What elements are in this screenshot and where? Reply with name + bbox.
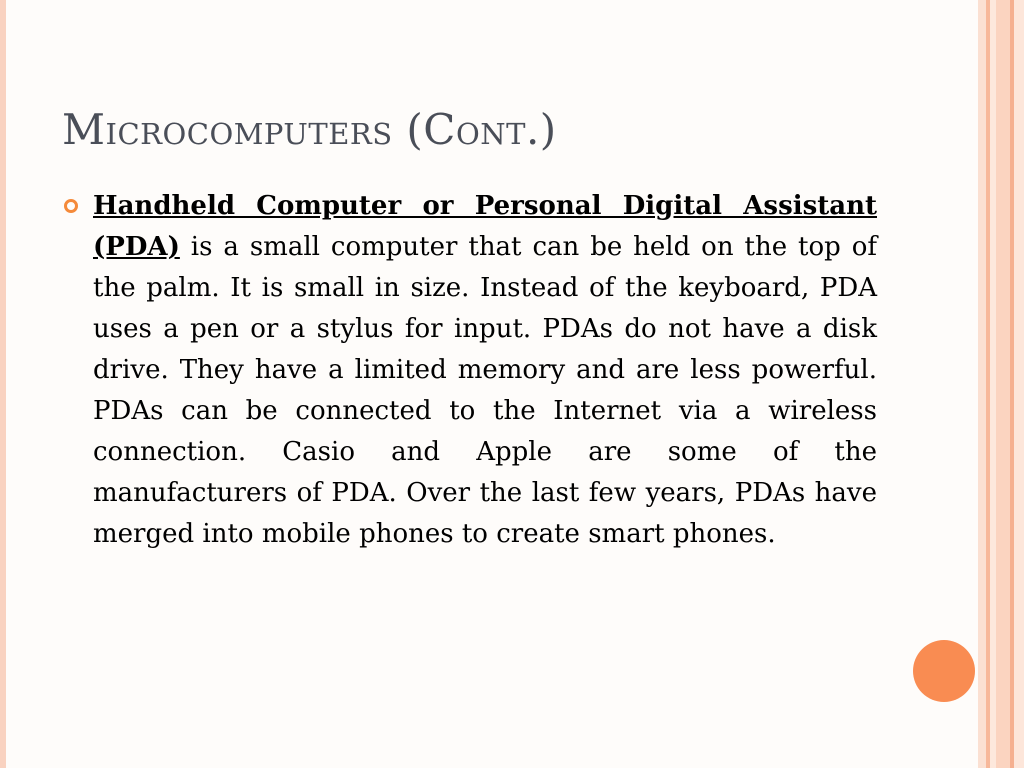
right-stripe-decoration: [1014, 0, 1024, 768]
right-stripe-decoration: [996, 0, 1010, 768]
bullet-term: Handheld Computer or Personal Digital Assistant (PDA): [93, 191, 877, 262]
orange-circle-decoration: [913, 640, 975, 702]
bullet-circle-icon: [64, 199, 78, 213]
bullet-text: is a small computer that can be held on the top of the palm. It is small in size. Instead of the keyboard, PDA uses a pen or a stylus for input. PDAs do not have a disk drive. They have a limited memory and are less powerful. PDAs can be connected to the Internet via a wireless connection. Casio and Apple are some of the manufacturers of PDA. Over the last few years, PDAs have merged into mobile phones to create smart phones.: [93, 232, 877, 549]
right-stripe-decoration: [978, 0, 986, 768]
slide-title: Microcomputers (Cont.): [62, 105, 557, 154]
left-border-decoration: [0, 0, 6, 768]
bullet-paragraph: [93, 186, 877, 555]
